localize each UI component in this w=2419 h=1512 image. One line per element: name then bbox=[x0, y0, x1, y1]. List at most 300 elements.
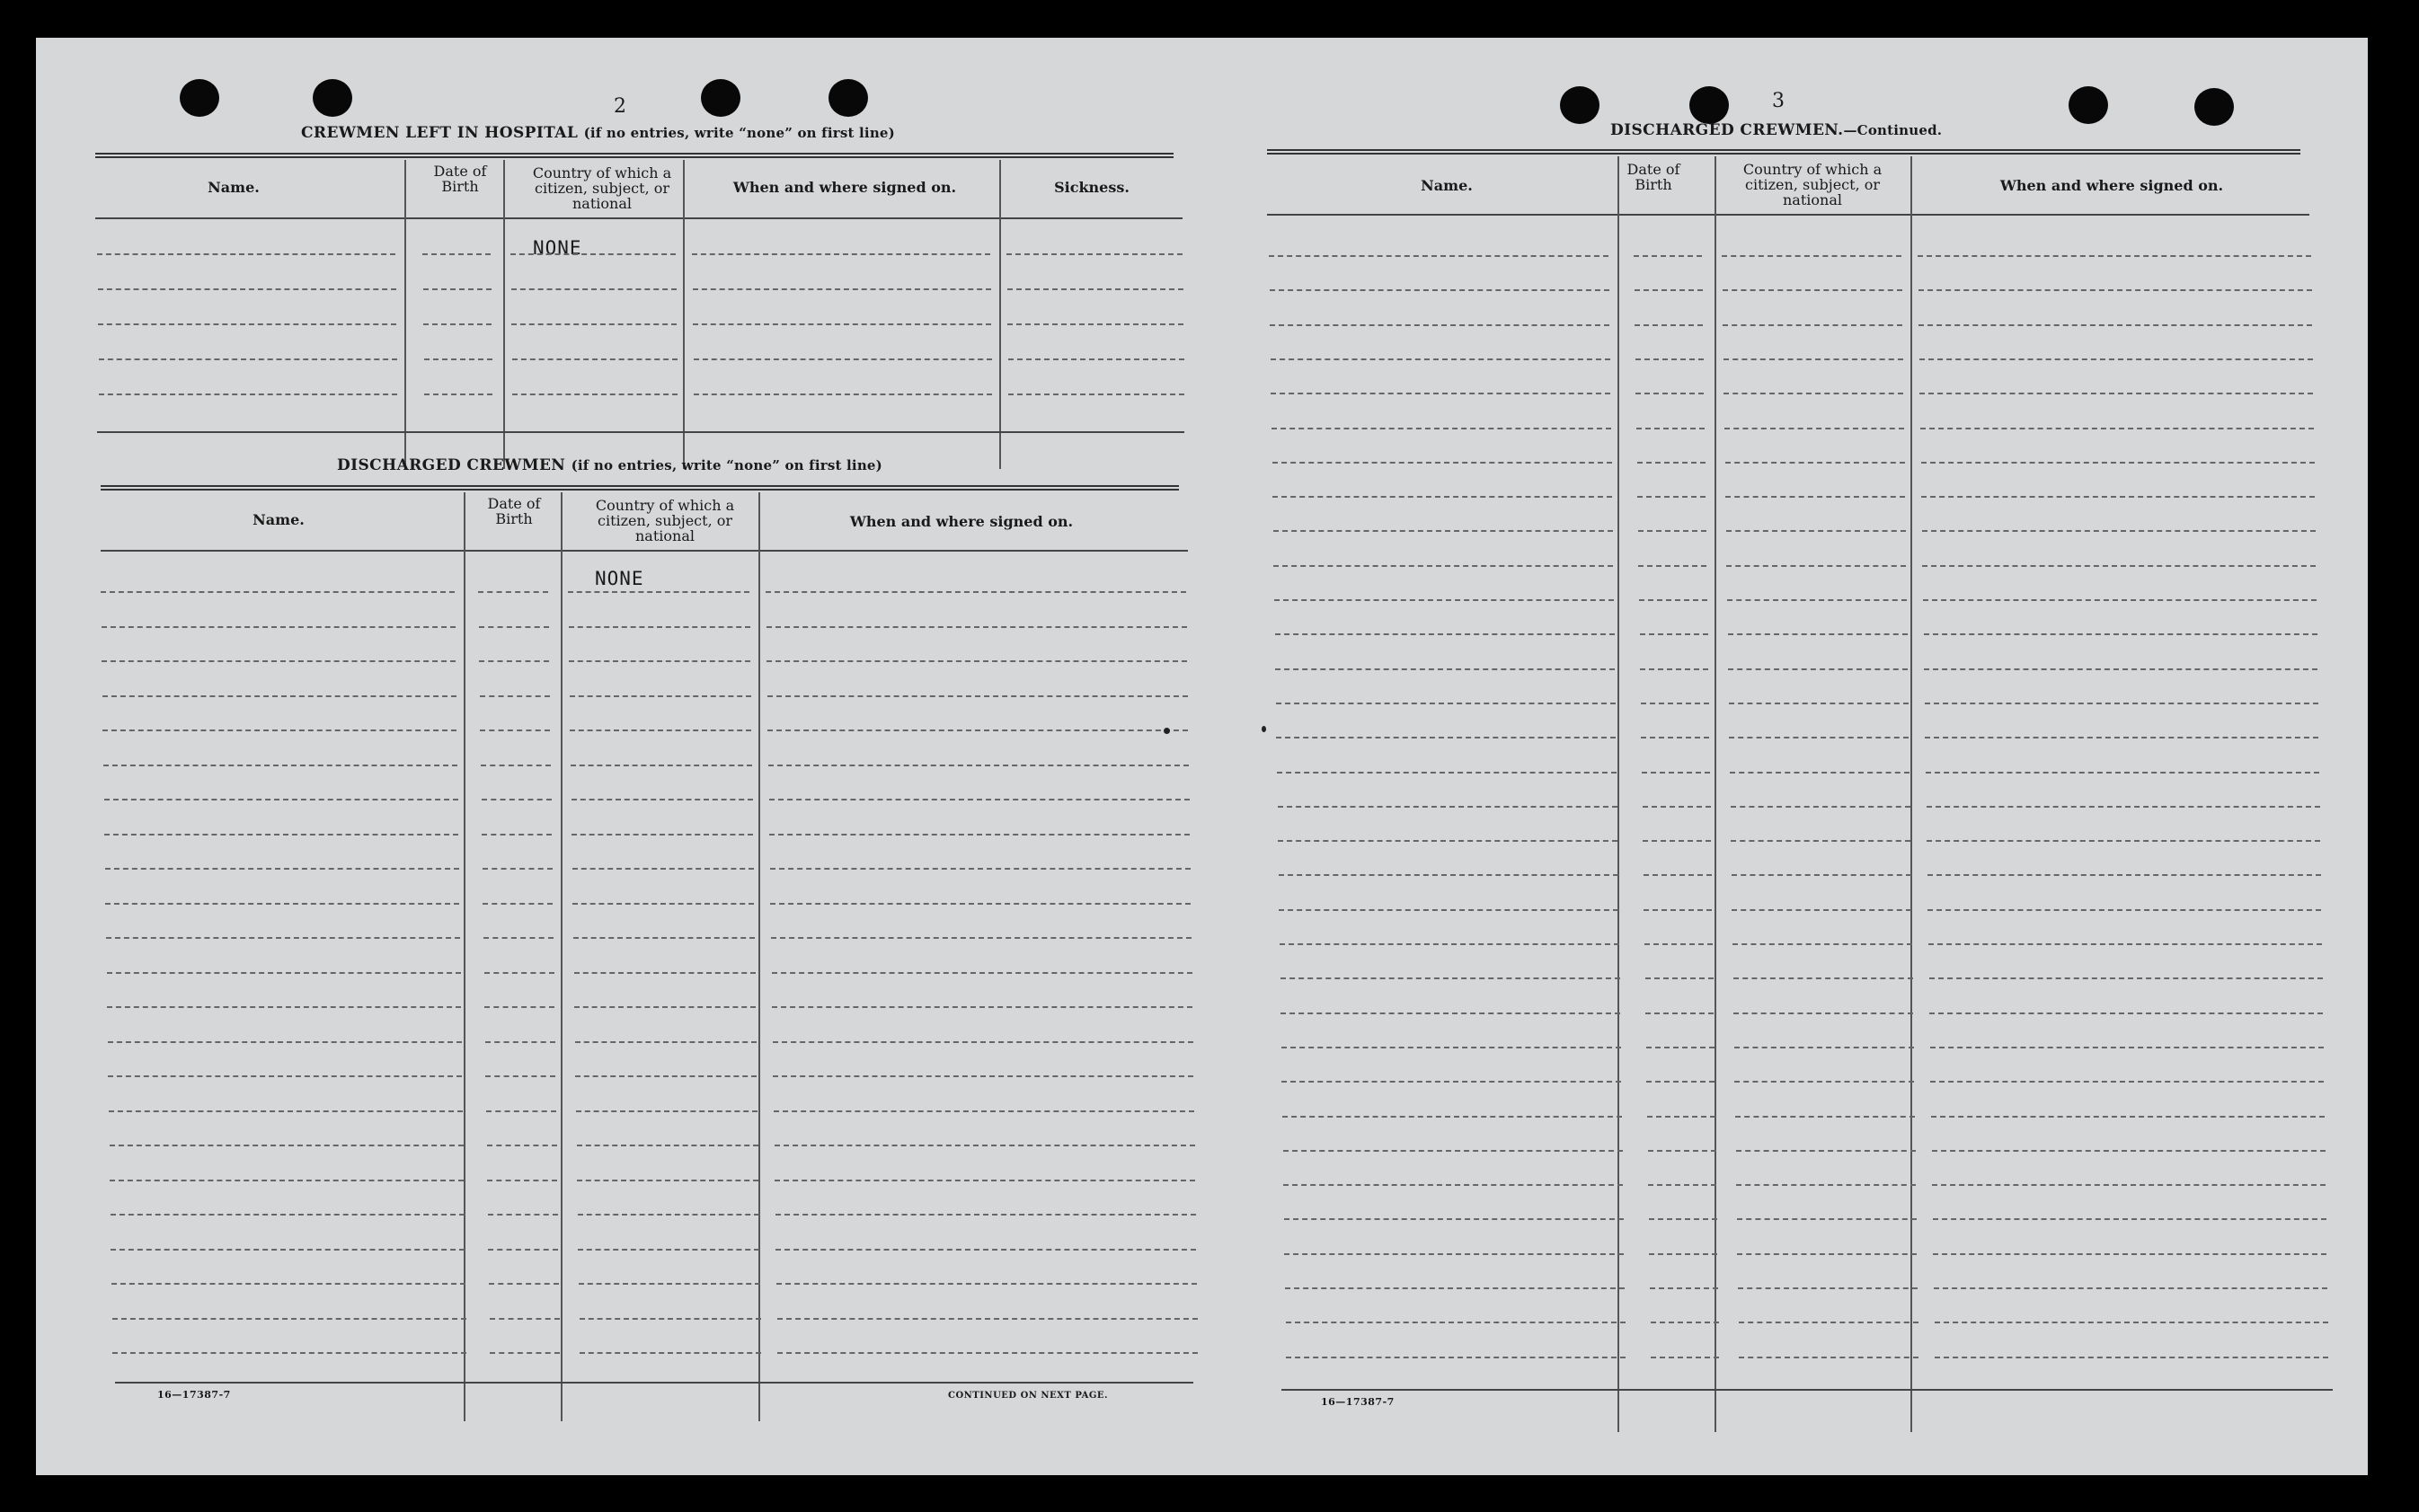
ruled-line bbox=[1272, 496, 1612, 498]
ruled-line bbox=[1635, 358, 1704, 360]
ruled-line bbox=[693, 323, 991, 325]
ruled-line bbox=[1640, 668, 1708, 670]
ruled-line bbox=[1280, 943, 1619, 945]
ruled-line bbox=[511, 288, 677, 290]
ruled-line bbox=[572, 903, 754, 905]
ruled-line bbox=[1723, 393, 1903, 394]
ruled-line bbox=[512, 393, 678, 395]
ruled-line bbox=[693, 288, 991, 290]
ruled-line bbox=[479, 660, 549, 662]
discharged-title-note: (if no entries, write “none” on first line) bbox=[571, 457, 882, 473]
ruled-line bbox=[1924, 668, 2317, 670]
ruled-line bbox=[1922, 565, 2316, 567]
ruled-line bbox=[770, 868, 1191, 870]
ruled-line bbox=[766, 591, 1186, 593]
hospital-header-bottom-rule bbox=[95, 217, 1183, 219]
hospital-title-text: CREWMEN LEFT IN HOSPITAL bbox=[301, 124, 579, 142]
ruled-line bbox=[1276, 703, 1616, 704]
ruled-line bbox=[1273, 565, 1613, 567]
ruled-line bbox=[1008, 393, 1184, 395]
ruled-line bbox=[1271, 393, 1610, 394]
ruled-line bbox=[1640, 633, 1708, 635]
ruled-line bbox=[98, 288, 396, 290]
ruled-line bbox=[1734, 1081, 1914, 1083]
ruled-line bbox=[1280, 977, 1620, 979]
ruled-line bbox=[478, 591, 548, 593]
ruled-line bbox=[572, 834, 753, 836]
ruled-line bbox=[1935, 1357, 2328, 1358]
ruled-line bbox=[423, 323, 492, 325]
ruled-line bbox=[110, 1145, 464, 1146]
ruled-line bbox=[103, 765, 457, 766]
ruled-line bbox=[1270, 324, 1609, 326]
right-page bbox=[1222, 38, 2368, 1475]
ruled-line bbox=[1649, 1218, 1717, 1220]
ruled-line bbox=[1651, 1357, 1719, 1358]
ruled-line bbox=[1927, 909, 2321, 911]
ruled-line bbox=[105, 903, 459, 905]
ruled-line bbox=[1919, 358, 2313, 360]
ruled-line bbox=[1735, 1116, 1915, 1118]
ruled-line bbox=[1273, 530, 1613, 532]
ruled-line bbox=[1649, 1253, 1717, 1255]
ruled-line bbox=[1728, 633, 1908, 635]
ruled-line bbox=[107, 1006, 461, 1008]
ruled-line bbox=[1286, 1322, 1626, 1323]
ruled-line bbox=[424, 358, 492, 360]
right-col-signed-on: When and where signed on. bbox=[1999, 177, 2224, 194]
ruled-line bbox=[1736, 1150, 1916, 1152]
ruled-line bbox=[766, 660, 1187, 662]
hospital-col-sickness: Sickness. bbox=[1054, 179, 1130, 196]
ruled-line bbox=[1648, 1150, 1716, 1152]
right-col-country: Country of which a citizen, subject, or national bbox=[1742, 161, 1883, 208]
ruled-line bbox=[1638, 530, 1706, 532]
ruled-line bbox=[488, 1214, 558, 1216]
ruled-line bbox=[1923, 599, 2317, 601]
ruled-line bbox=[1732, 874, 1911, 876]
ruled-line bbox=[1926, 772, 2319, 774]
right-col-divider bbox=[1910, 156, 1912, 1432]
ruled-line bbox=[773, 1075, 1193, 1077]
ruled-line bbox=[1927, 840, 2320, 842]
ruled-line bbox=[104, 799, 458, 800]
ruled-line bbox=[1277, 772, 1617, 774]
ruled-line bbox=[481, 765, 551, 766]
right-header-top-rule bbox=[1267, 149, 2300, 155]
ruled-line bbox=[1723, 358, 1903, 360]
ruled-line bbox=[1924, 633, 2317, 635]
ruled-line bbox=[1919, 393, 2313, 394]
ruled-line bbox=[1276, 737, 1616, 738]
ruled-line bbox=[1635, 393, 1704, 394]
discharged-col-divider bbox=[561, 492, 563, 1421]
ruled-line bbox=[110, 1180, 464, 1181]
continued-note: CONTINUED ON NEXT PAGE. bbox=[948, 1391, 1109, 1401]
hospital-col-country: Country of which a citizen, subject, or national bbox=[532, 164, 672, 212]
ruled-line bbox=[777, 1318, 1198, 1320]
ruled-line bbox=[1739, 1322, 1918, 1323]
ruled-line bbox=[768, 765, 1189, 766]
ruled-line bbox=[578, 1249, 759, 1251]
ruled-line bbox=[99, 358, 397, 360]
ruled-line bbox=[1271, 358, 1610, 360]
ruled-line bbox=[1927, 874, 2321, 876]
ruled-line bbox=[1737, 1253, 1917, 1255]
ruled-line bbox=[579, 1283, 760, 1285]
ruled-line bbox=[1279, 909, 1618, 911]
ruled-line bbox=[1278, 840, 1617, 842]
ruled-line bbox=[775, 1145, 1195, 1146]
ruled-line bbox=[1932, 1150, 2326, 1152]
ruled-line bbox=[573, 937, 755, 939]
ruled-line bbox=[578, 1214, 759, 1216]
ruled-line bbox=[1918, 289, 2312, 291]
ruled-line bbox=[766, 626, 1187, 628]
ruled-line bbox=[776, 1283, 1197, 1285]
ruled-line bbox=[106, 937, 460, 939]
ruled-line bbox=[97, 253, 395, 255]
ruled-line bbox=[480, 695, 550, 697]
ruled-line bbox=[1922, 530, 2316, 532]
ruled-line bbox=[574, 1006, 756, 1008]
ruled-line bbox=[1281, 1047, 1621, 1048]
ruled-line bbox=[1638, 565, 1706, 567]
ruled-line bbox=[1723, 289, 1902, 291]
ruled-line bbox=[568, 591, 749, 593]
ruled-line bbox=[484, 972, 554, 974]
discharged-col-signed-on: When and where signed on. bbox=[849, 513, 1074, 530]
ruled-line bbox=[1737, 1218, 1917, 1220]
hospital-col-name: Name. bbox=[208, 179, 260, 196]
ruled-line bbox=[102, 695, 456, 697]
ruled-line bbox=[1725, 462, 1905, 464]
ruled-line bbox=[772, 1006, 1192, 1008]
ruled-line bbox=[490, 1352, 560, 1354]
ruled-line bbox=[1269, 255, 1608, 257]
ruled-line bbox=[1918, 324, 2312, 326]
ruled-line bbox=[482, 799, 552, 800]
ruled-line bbox=[576, 1110, 758, 1112]
ruled-line bbox=[1283, 1150, 1623, 1152]
ruled-line bbox=[774, 1110, 1194, 1112]
ruled-line bbox=[512, 358, 678, 360]
hospital-col-divider bbox=[683, 160, 685, 469]
ruled-line bbox=[423, 288, 492, 290]
ruled-line bbox=[1918, 255, 2311, 257]
ruled-line bbox=[485, 1075, 555, 1077]
ruled-line bbox=[107, 972, 461, 974]
ruled-line bbox=[511, 323, 677, 325]
punch-hole bbox=[828, 79, 868, 117]
ruled-line bbox=[422, 253, 491, 255]
ruled-line bbox=[1642, 772, 1710, 774]
ruled-line bbox=[111, 1283, 465, 1285]
ruled-line bbox=[777, 1352, 1198, 1354]
discharged-col-dob: Date of Birth bbox=[487, 495, 541, 527]
ruled-line bbox=[483, 868, 553, 870]
ruled-line bbox=[569, 660, 750, 662]
ruled-line bbox=[775, 1214, 1196, 1216]
punch-hole bbox=[313, 79, 352, 117]
ruled-line bbox=[1007, 288, 1183, 290]
discharged-title-text: DISCHARGED CREWMEN bbox=[337, 456, 566, 474]
ruled-line bbox=[490, 1318, 560, 1320]
ruled-line bbox=[104, 834, 458, 836]
ruled-line bbox=[1929, 977, 2323, 979]
ruled-line bbox=[569, 626, 750, 628]
ruled-line bbox=[479, 626, 549, 628]
ruled-line bbox=[483, 903, 553, 905]
form-number: 16—17387-7 bbox=[1321, 1396, 1395, 1408]
ruled-line bbox=[1645, 977, 1714, 979]
ruled-line bbox=[767, 695, 1188, 697]
ruled-line bbox=[1726, 565, 1906, 567]
ruled-line bbox=[1006, 253, 1183, 255]
ruled-line bbox=[1272, 428, 1611, 429]
ruled-line bbox=[1641, 703, 1709, 704]
hospital-title-note: (if no entries, write “none” on first line) bbox=[583, 125, 895, 141]
ruled-line bbox=[775, 1249, 1196, 1251]
ruled-line bbox=[1639, 599, 1707, 601]
ruled-line bbox=[1733, 977, 1913, 979]
ruled-line bbox=[1739, 1357, 1918, 1358]
ruled-line bbox=[1930, 1047, 2324, 1048]
form-number: 16—17387-7 bbox=[157, 1389, 231, 1401]
ruled-line bbox=[1728, 668, 1908, 670]
ruled-line bbox=[1635, 324, 1703, 326]
ruled-line bbox=[1284, 1218, 1624, 1220]
right-col-name: Name. bbox=[1421, 177, 1473, 194]
punch-hole bbox=[701, 79, 740, 117]
ruled-line bbox=[112, 1318, 466, 1320]
ruled-line bbox=[1921, 462, 2315, 464]
ruled-line bbox=[1932, 1184, 2326, 1186]
page-number: 2 bbox=[614, 95, 626, 118]
ruled-line bbox=[575, 1075, 757, 1077]
ruled-line bbox=[1934, 1287, 2327, 1289]
ruled-line bbox=[486, 1110, 556, 1112]
ruled-line bbox=[510, 253, 676, 255]
ruled-line bbox=[1008, 358, 1184, 360]
ruled-line bbox=[111, 1249, 465, 1251]
discharged-title bbox=[337, 456, 882, 474]
punch-hole bbox=[1689, 86, 1729, 124]
ruled-line bbox=[1736, 1184, 1916, 1186]
ruled-line bbox=[1731, 806, 1910, 808]
ruled-line bbox=[1645, 1012, 1714, 1014]
ruled-line bbox=[99, 393, 397, 395]
ruled-line bbox=[108, 1041, 462, 1043]
discharged-col-divider bbox=[758, 492, 760, 1421]
hospital-header-top-rule bbox=[95, 153, 1174, 158]
ruled-line bbox=[1929, 1012, 2323, 1014]
hospital-col-divider bbox=[999, 160, 1001, 469]
ruled-line bbox=[1634, 255, 1702, 257]
punch-hole bbox=[1560, 86, 1599, 124]
ruled-line bbox=[1275, 668, 1615, 670]
ruled-line bbox=[1644, 909, 1712, 911]
ruled-line bbox=[1729, 703, 1909, 704]
ruled-line bbox=[102, 729, 456, 731]
ruled-line bbox=[111, 1214, 465, 1216]
ruled-line bbox=[1285, 1287, 1625, 1289]
hospital-entry: NONE bbox=[533, 237, 582, 259]
speck bbox=[1164, 728, 1170, 734]
ruled-line bbox=[1925, 703, 2318, 704]
ruled-line bbox=[480, 729, 550, 731]
discharged-header-bottom-rule bbox=[101, 550, 1188, 552]
right-title bbox=[1610, 121, 1942, 139]
ruled-line bbox=[1282, 1116, 1622, 1118]
ruled-line bbox=[1272, 462, 1612, 464]
ruled-line bbox=[1279, 874, 1618, 876]
ruled-line bbox=[1920, 428, 2314, 429]
ruled-line bbox=[1643, 840, 1711, 842]
ruled-line bbox=[570, 695, 751, 697]
discharged-col-divider bbox=[464, 492, 465, 1421]
ruled-line bbox=[488, 1249, 558, 1251]
ruled-line bbox=[1732, 943, 1912, 945]
ruled-line bbox=[1278, 806, 1617, 808]
ruled-line bbox=[1723, 324, 1902, 326]
ruled-line bbox=[773, 1041, 1193, 1043]
ruled-line bbox=[1935, 1322, 2328, 1323]
right-col-divider bbox=[1617, 156, 1619, 1432]
ruled-line bbox=[1921, 496, 2315, 498]
right-bottom-rule bbox=[1281, 1389, 2333, 1391]
ruled-line bbox=[1635, 289, 1703, 291]
ruled-line bbox=[1648, 1184, 1716, 1186]
ruled-line bbox=[1729, 737, 1909, 738]
ruled-line bbox=[109, 1110, 463, 1112]
hospital-col-divider bbox=[404, 160, 406, 469]
ruled-line bbox=[769, 834, 1190, 836]
ruled-line bbox=[112, 1352, 466, 1354]
ruled-line bbox=[571, 765, 752, 766]
ruled-line bbox=[487, 1145, 557, 1146]
ruled-line bbox=[1930, 1081, 2324, 1083]
right-header-bottom-rule bbox=[1267, 214, 2309, 216]
ruled-line bbox=[1283, 1184, 1623, 1186]
ruled-line bbox=[1644, 874, 1712, 876]
ruled-line bbox=[1270, 289, 1609, 291]
ruled-line bbox=[767, 729, 1188, 731]
hospital-col-signed-on: When and where signed on. bbox=[732, 179, 957, 196]
right-title-text: DISCHARGED CREWMEN. bbox=[1610, 121, 1844, 139]
ruled-line bbox=[489, 1283, 559, 1285]
ruled-line bbox=[570, 729, 751, 731]
ruled-line bbox=[1641, 737, 1709, 738]
hospital-col-dob: Date of Birth bbox=[433, 163, 487, 195]
ruled-line bbox=[580, 1318, 761, 1320]
ruled-line bbox=[1636, 428, 1705, 429]
ruled-line bbox=[1928, 943, 2322, 945]
ruled-line bbox=[1274, 599, 1614, 601]
ruled-line bbox=[1732, 909, 1911, 911]
discharged-bottom-rule bbox=[115, 1382, 1193, 1384]
ruled-line bbox=[772, 972, 1192, 974]
ruled-line bbox=[102, 626, 456, 628]
ruled-line bbox=[1281, 1081, 1621, 1083]
ruled-line bbox=[1933, 1218, 2326, 1220]
ruled-line bbox=[1933, 1253, 2326, 1255]
ruled-line bbox=[1637, 496, 1706, 498]
right-col-divider bbox=[1715, 156, 1716, 1432]
ruled-line bbox=[1727, 599, 1907, 601]
left-page bbox=[36, 38, 1222, 1475]
ruled-line bbox=[484, 1006, 554, 1008]
ruled-line bbox=[98, 323, 396, 325]
page-number: 3 bbox=[1772, 90, 1785, 112]
discharged-header-top-rule bbox=[101, 485, 1179, 491]
ruled-line bbox=[1925, 737, 2318, 738]
ruled-line bbox=[1646, 1081, 1715, 1083]
hospital-title bbox=[301, 124, 895, 142]
ruled-line bbox=[1280, 1012, 1620, 1014]
ruled-line bbox=[108, 1075, 462, 1077]
ruled-line bbox=[102, 660, 456, 662]
ruled-line bbox=[1927, 806, 2320, 808]
ruled-line bbox=[485, 1041, 555, 1043]
punch-hole bbox=[2194, 88, 2234, 126]
ruled-line bbox=[1730, 772, 1910, 774]
ruled-line bbox=[575, 1041, 757, 1043]
ruled-line bbox=[482, 834, 552, 836]
ruled-line bbox=[694, 393, 992, 395]
ruled-line bbox=[1286, 1357, 1626, 1358]
ruled-line bbox=[1647, 1116, 1715, 1118]
ruled-line bbox=[574, 972, 756, 974]
ruled-line bbox=[1643, 806, 1711, 808]
ruled-line bbox=[572, 799, 753, 800]
punch-hole bbox=[180, 79, 219, 117]
ruled-line bbox=[1726, 530, 1906, 532]
ruled-line bbox=[1734, 1047, 1914, 1048]
ruled-line bbox=[483, 937, 554, 939]
ruled-line bbox=[577, 1145, 758, 1146]
right-title-note: —Continued. bbox=[1843, 122, 1943, 138]
ruled-line bbox=[1725, 496, 1905, 498]
ruled-line bbox=[775, 1180, 1195, 1181]
hospital-col-divider bbox=[503, 160, 505, 469]
ruled-line bbox=[694, 358, 992, 360]
ruled-line bbox=[1275, 633, 1615, 635]
ruled-line bbox=[770, 903, 1191, 905]
speck bbox=[1262, 726, 1266, 732]
ruled-line bbox=[1722, 255, 1901, 257]
ruled-line bbox=[572, 868, 754, 870]
ruled-line bbox=[1637, 462, 1706, 464]
ruled-line bbox=[769, 799, 1190, 800]
ruled-line bbox=[577, 1180, 758, 1181]
ruled-line bbox=[1733, 1012, 1913, 1014]
punch-hole bbox=[2069, 86, 2108, 124]
ruled-line bbox=[105, 868, 459, 870]
ruled-line bbox=[1284, 1253, 1624, 1255]
ruled-line bbox=[1738, 1287, 1918, 1289]
ruled-line bbox=[1651, 1322, 1719, 1323]
ruled-line bbox=[771, 937, 1192, 939]
hospital-bottom-rule bbox=[97, 431, 1184, 433]
ruled-line bbox=[1724, 428, 1904, 429]
ruled-line bbox=[692, 253, 990, 255]
ruled-line bbox=[1931, 1116, 2325, 1118]
ruled-line bbox=[424, 393, 492, 395]
ruled-line bbox=[1731, 840, 1910, 842]
discharged-col-name: Name. bbox=[253, 511, 305, 528]
right-col-dob: Date of Birth bbox=[1626, 161, 1680, 193]
